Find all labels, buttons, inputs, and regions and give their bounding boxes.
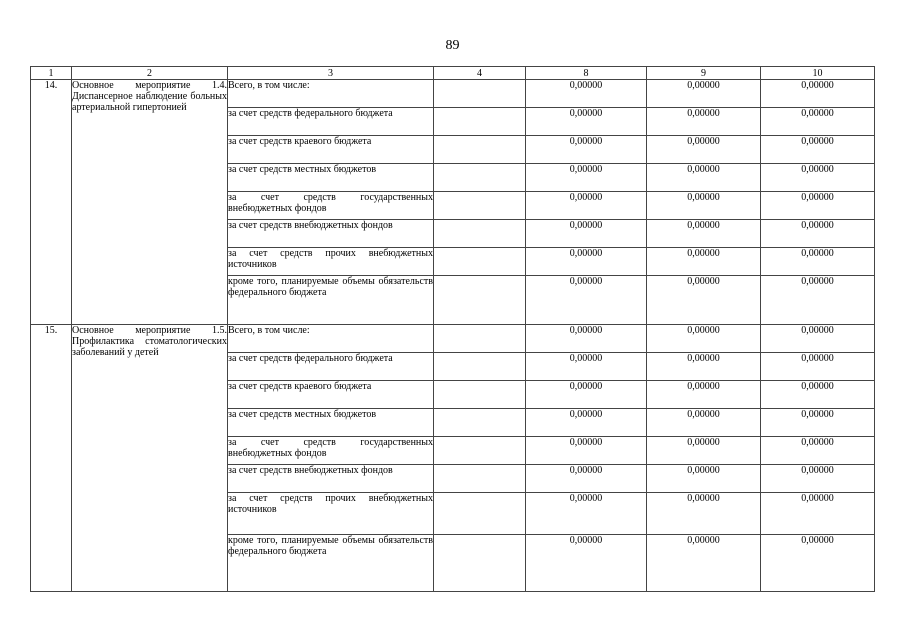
col10-value: 0,00000 <box>761 353 875 381</box>
col8-value: 0,00000 <box>526 409 647 437</box>
col10-value: 0,00000 <box>761 493 875 535</box>
col4-cell <box>434 136 526 164</box>
col9-value: 0,00000 <box>647 80 761 108</box>
col10-value: 0,00000 <box>761 535 875 592</box>
col10-value: 0,00000 <box>761 465 875 493</box>
col4-cell <box>434 192 526 220</box>
col10-value: 0,00000 <box>761 248 875 276</box>
col10-value: 0,00000 <box>761 108 875 136</box>
col4-cell <box>434 80 526 108</box>
column-header: 8 <box>526 67 647 80</box>
funding-source-label: за счет средств краевого бюджета <box>228 381 434 409</box>
col8-value: 0,00000 <box>526 437 647 465</box>
col4-cell <box>434 535 526 592</box>
col4-cell <box>434 437 526 465</box>
col8-value: 0,00000 <box>526 164 647 192</box>
column-header: 10 <box>761 67 875 80</box>
col8-value: 0,00000 <box>526 465 647 493</box>
col9-value: 0,00000 <box>647 164 761 192</box>
col4-cell <box>434 409 526 437</box>
col9-value: 0,00000 <box>647 276 761 325</box>
col8-value: 0,00000 <box>526 276 647 325</box>
funding-source-label: за счет средств государственных внебюджетных фондов <box>228 192 434 220</box>
event-number: 15. <box>31 325 72 592</box>
col8-value: 0,00000 <box>526 535 647 592</box>
col8-value: 0,00000 <box>526 325 647 353</box>
col9-value: 0,00000 <box>647 108 761 136</box>
col8-value: 0,00000 <box>526 192 647 220</box>
funding-source-label: Всего, в том числе: <box>228 80 434 108</box>
funding-source-label: за счет средств государственных внебюджетных фондов <box>228 437 434 465</box>
col9-value: 0,00000 <box>647 136 761 164</box>
col4-cell <box>434 220 526 248</box>
funding-source-label: кроме того, планируемые объемы обязательств федерального бюджета <box>228 535 434 592</box>
event-number: 14. <box>31 80 72 325</box>
col8-value: 0,00000 <box>526 220 647 248</box>
col4-cell <box>434 465 526 493</box>
col10-value: 0,00000 <box>761 381 875 409</box>
col4-cell <box>434 276 526 325</box>
col8-value: 0,00000 <box>526 248 647 276</box>
col9-value: 0,00000 <box>647 248 761 276</box>
col8-value: 0,00000 <box>526 493 647 535</box>
table-body <box>31 80 875 592</box>
event-title: Основное мероприятие 1.5. Профилактика стоматологических заболеваний у детей <box>72 325 228 592</box>
funding-source-label: за счет средств внебюджетных фондов <box>228 465 434 493</box>
funding-source-label: Всего, в том числе: <box>228 325 434 353</box>
column-header: 2 <box>72 67 228 80</box>
page-number: 89 <box>445 38 460 53</box>
event-title: Основное мероприятие 1.4. Диспансерное наблюдение больных артериальной гипертонией <box>72 80 228 325</box>
column-header: 9 <box>647 67 761 80</box>
column-header: 1 <box>31 67 72 80</box>
col9-value: 0,00000 <box>647 220 761 248</box>
funding-source-label: за счет средств местных бюджетов <box>228 164 434 192</box>
col10-value: 0,00000 <box>761 437 875 465</box>
col10-value: 0,00000 <box>761 220 875 248</box>
col9-value: 0,00000 <box>647 493 761 535</box>
col10-value: 0,00000 <box>761 192 875 220</box>
funding-source-label: за счет средств прочих внебюджетных источников <box>228 493 434 535</box>
col9-value: 0,00000 <box>647 192 761 220</box>
funding-source-label: за счет средств местных бюджетов <box>228 409 434 437</box>
col9-value: 0,00000 <box>647 381 761 409</box>
col4-cell <box>434 381 526 409</box>
col9-value: 0,00000 <box>647 437 761 465</box>
col10-value: 0,00000 <box>761 325 875 353</box>
col9-value: 0,00000 <box>647 325 761 353</box>
col9-value: 0,00000 <box>647 409 761 437</box>
col4-cell <box>434 493 526 535</box>
col8-value: 0,00000 <box>526 108 647 136</box>
col9-value: 0,00000 <box>647 535 761 592</box>
funding-source-label: за счет средств внебюджетных фондов <box>228 220 434 248</box>
col10-value: 0,00000 <box>761 136 875 164</box>
col8-value: 0,00000 <box>526 80 647 108</box>
col8-value: 0,00000 <box>526 353 647 381</box>
funding-source-label: за счет средств федерального бюджета <box>228 353 434 381</box>
col10-value: 0,00000 <box>761 409 875 437</box>
col10-value: 0,00000 <box>761 276 875 325</box>
col10-value: 0,00000 <box>761 80 875 108</box>
budget-table <box>30 66 875 592</box>
funding-source-label: за счет средств краевого бюджета <box>228 136 434 164</box>
col10-value: 0,00000 <box>761 164 875 192</box>
funding-source-label: за счет средств федерального бюджета <box>228 108 434 136</box>
col4-cell <box>434 164 526 192</box>
column-header: 3 <box>228 67 434 80</box>
col4-cell <box>434 108 526 136</box>
col8-value: 0,00000 <box>526 381 647 409</box>
table-row <box>31 325 875 353</box>
col8-value: 0,00000 <box>526 136 647 164</box>
column-number-row <box>31 67 875 80</box>
col9-value: 0,00000 <box>647 353 761 381</box>
column-header: 4 <box>434 67 526 80</box>
col4-cell <box>434 353 526 381</box>
col4-cell <box>434 325 526 353</box>
funding-source-label: кроме того, планируемые объемы обязательств федерального бюджета <box>228 276 434 325</box>
col9-value: 0,00000 <box>647 465 761 493</box>
col4-cell <box>434 248 526 276</box>
table-row <box>31 80 875 108</box>
funding-source-label: за счет средств прочих внебюджетных источников <box>228 248 434 276</box>
